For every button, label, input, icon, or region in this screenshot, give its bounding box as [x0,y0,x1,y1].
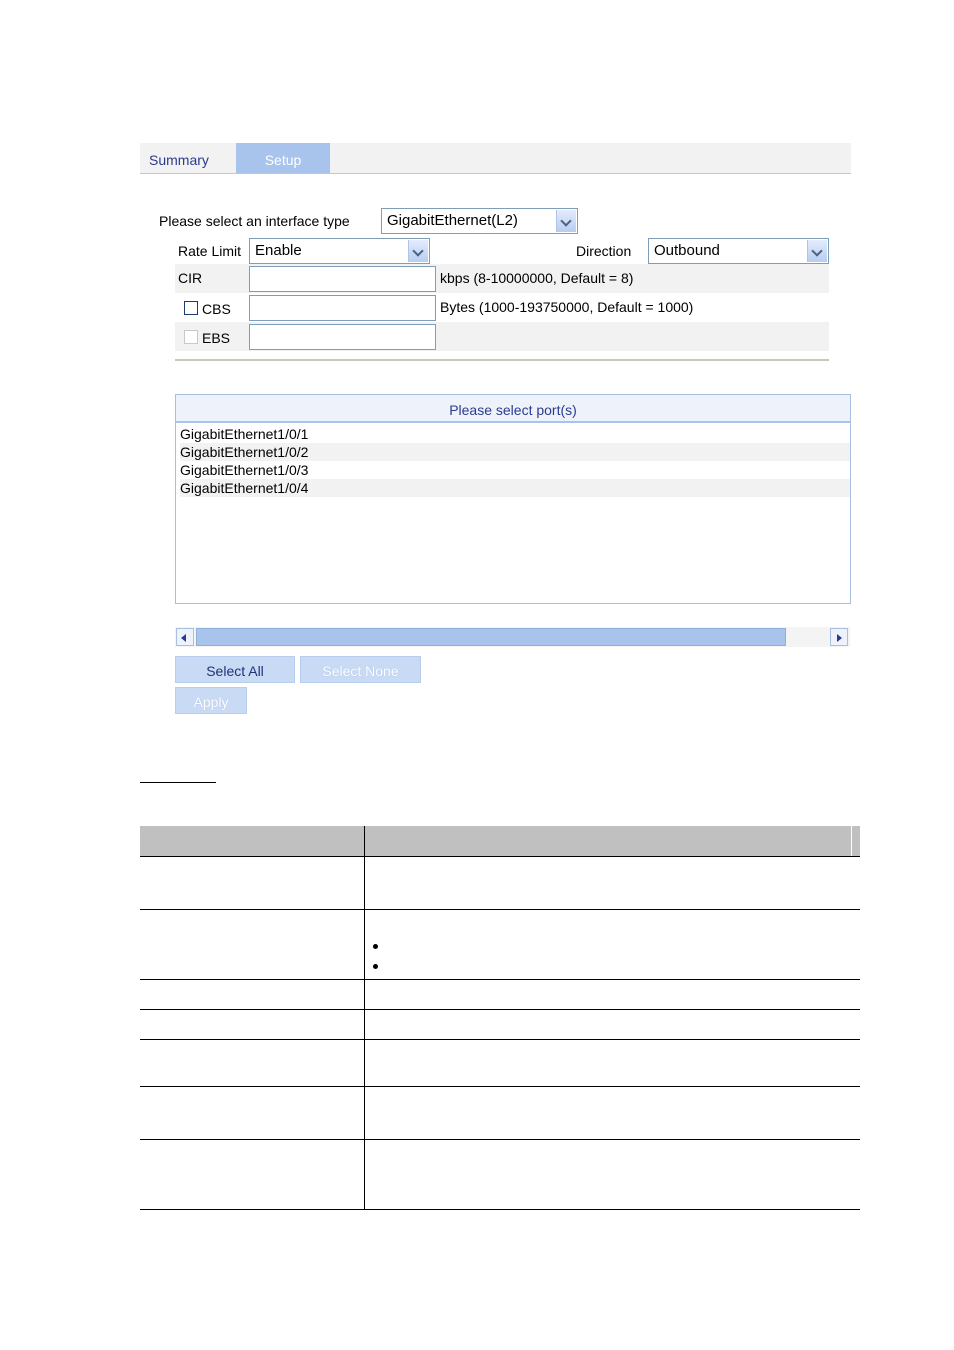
cbs-input[interactable] [249,295,436,321]
tab-setup[interactable]: Setup [236,143,330,173]
ebs-checkbox[interactable] [184,330,198,344]
direction-value: Outbound [654,242,720,259]
rate-limit-label: Rate Limit [178,243,242,259]
rate-limit-value: Enable [255,242,302,259]
chevron-down-icon[interactable] [408,240,428,262]
cbs-label: CBS [202,301,231,317]
ebs-input[interactable] [249,324,436,350]
tab-summary[interactable]: Summary [149,152,209,168]
form-divider [175,359,829,361]
caption-underline [140,782,216,783]
port-item[interactable]: GigabitEthernet1/0/1 [180,426,309,442]
interface-type-value: GigabitEthernet(L2) [387,212,518,229]
table-row-rule [140,1039,860,1040]
chevron-down-icon[interactable] [807,240,827,262]
scroll-left-icon[interactable] [176,628,194,646]
bullet-icon [373,964,378,969]
table-column-divider [364,826,365,1210]
interface-type-select[interactable] [381,208,578,234]
table-row-rule [140,979,860,980]
scrollbar-thumb[interactable] [196,628,786,646]
scroll-right-icon[interactable] [830,628,848,646]
port-list [175,394,851,604]
rate-limit-select[interactable] [249,238,430,264]
port-item[interactable]: GigabitEthernet1/0/2 [180,443,850,461]
direction-label: Direction [576,243,632,259]
interface-type-label: Please select an interface type [159,213,350,229]
port-item[interactable]: GigabitEthernet1/0/4 [180,479,850,497]
port-list-header: Please select port(s) [176,395,850,423]
cbs-hint: Bytes (1000-193750000, Default = 1000) [440,299,694,315]
table-row-rule [140,1009,860,1010]
apply-button[interactable]: Apply [175,687,247,714]
horizontal-scrollbar[interactable] [175,627,850,647]
direction-select[interactable] [648,238,829,264]
table-row-rule [140,909,860,910]
cir-hint: kbps (8-10000000, Default = 8) [440,270,634,286]
table-header [140,826,860,856]
chevron-down-icon[interactable] [556,210,576,232]
table-header-edge [851,826,852,856]
ebs-label: EBS [202,330,231,346]
select-all-button[interactable]: Select All [175,656,295,683]
cir-label: CIR [178,270,203,286]
bullet-icon [373,944,378,949]
table-row-rule [140,1139,860,1140]
table-bottom-rule [140,1209,860,1210]
cbs-checkbox[interactable] [184,301,198,315]
select-none-button[interactable]: Select None [300,656,421,683]
tab-bar [140,143,851,174]
table-row-rule [140,856,860,857]
port-item[interactable]: GigabitEthernet1/0/3 [180,462,309,478]
cir-input[interactable] [249,266,436,292]
table-row-rule [140,1086,860,1087]
